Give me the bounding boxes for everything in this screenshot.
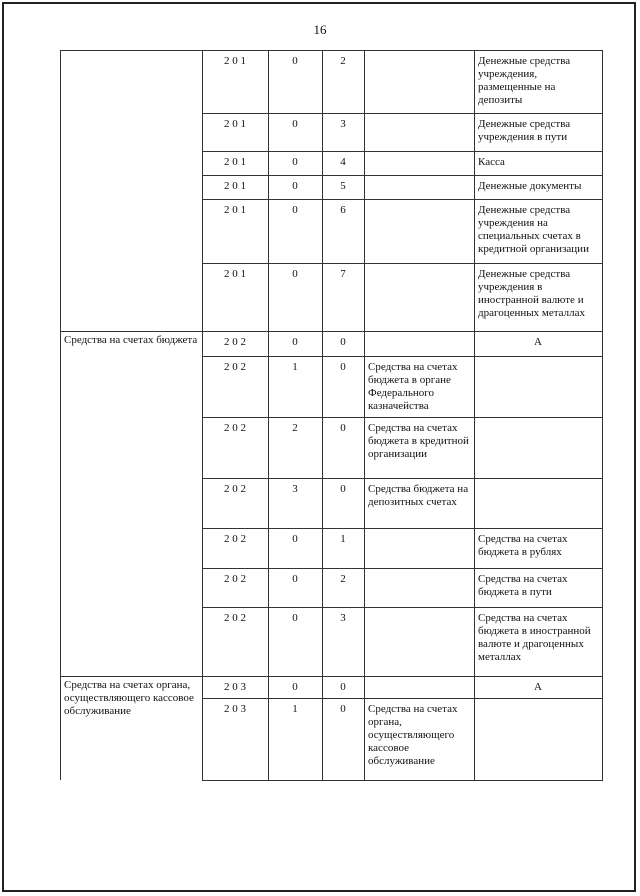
row-line [202, 780, 603, 781]
row-line [202, 417, 603, 418]
group-code: 1 [292, 361, 298, 373]
account-name-col5: Средства бюджета на депозитных счетах [368, 483, 469, 508]
row-line [202, 199, 603, 200]
group-code: 0 [292, 336, 298, 348]
account-code: 2 0 2 [224, 573, 246, 585]
column-line [474, 50, 475, 780]
column-line [602, 50, 603, 780]
item-code: 5 [340, 180, 346, 192]
column-line [60, 50, 61, 780]
account-name-col6: А [534, 336, 542, 348]
row-line [202, 356, 603, 357]
item-code: 0 [340, 703, 346, 715]
item-code: 0 [340, 336, 346, 348]
account-name-col6: Средства на счетах бюджета в иностранной валюте и драгоценных металлах [478, 612, 591, 663]
account-name-col6: Средства на счетах бюджета в пути [478, 573, 568, 598]
account-code: 2 0 1 [224, 156, 246, 168]
item-code: 2 [340, 55, 346, 67]
account-code: 2 0 2 [224, 612, 246, 624]
item-code: 6 [340, 204, 346, 216]
section-name: Средства на счетах органа, осуществляющего кассовое обслуживание [64, 679, 194, 717]
column-line [364, 50, 365, 780]
group-code: 0 [292, 533, 298, 545]
account-code: 2 0 3 [224, 681, 246, 693]
page-number: 16 [313, 22, 327, 37]
account-name-col6: А [534, 681, 542, 693]
item-code: 0 [340, 422, 346, 434]
account-name-col6: Денежные документы [478, 180, 582, 192]
row-line [60, 50, 603, 51]
item-code: 0 [340, 483, 346, 495]
account-name-col6: Касса [478, 156, 505, 168]
account-code: 2 0 2 [224, 361, 246, 373]
item-code: 3 [340, 118, 346, 130]
row-line [202, 478, 603, 479]
section-name: Средства на счетах бюджета [64, 334, 198, 346]
item-code: 2 [340, 573, 346, 585]
account-name-col6: Денежные средства учреждения на специальных счетах в кредитной организации [478, 204, 589, 255]
group-code: 3 [292, 483, 298, 495]
account-code: 2 0 1 [224, 268, 246, 280]
row-line [202, 607, 603, 608]
row-line [202, 175, 603, 176]
row-line [202, 568, 603, 569]
account-code: 2 0 1 [224, 180, 246, 192]
item-code: 4 [340, 156, 346, 168]
item-code: 0 [340, 361, 346, 373]
group-code: 0 [292, 180, 298, 192]
row-line [202, 698, 603, 699]
account-name-col5: Средства на счетах бюджета в органе Федерального казначейства [368, 361, 458, 412]
row-line [202, 113, 603, 114]
account-name-col5: Средства на счетах бюджета в кредитной организации [368, 422, 469, 460]
account-code: 2 0 1 [224, 55, 246, 67]
account-name-col6: Денежные средства учреждения в пути [478, 118, 571, 143]
group-code: 0 [292, 55, 298, 67]
item-code: 0 [340, 681, 346, 693]
row-line [202, 151, 603, 152]
account-code: 2 0 1 [224, 204, 246, 216]
item-code: 7 [340, 268, 346, 280]
row-line [60, 676, 603, 677]
account-name-col6: Средства на счетах бюджета в рублях [478, 533, 568, 558]
group-code: 1 [292, 703, 298, 715]
group-code: 0 [292, 573, 298, 585]
account-code: 2 0 2 [224, 533, 246, 545]
group-code: 0 [292, 156, 298, 168]
group-code: 0 [292, 681, 298, 693]
account-code: 2 0 1 [224, 118, 246, 130]
row-line [202, 528, 603, 529]
group-code: 0 [292, 612, 298, 624]
account-code: 2 0 2 [224, 483, 246, 495]
column-line [202, 50, 203, 780]
column-line [322, 50, 323, 780]
row-line [60, 331, 603, 332]
account-code: 2 0 2 [224, 422, 246, 434]
group-code: 0 [292, 268, 298, 280]
account-name-col6: Денежные средства учреждения, размещенные на депозиты [478, 55, 571, 106]
group-code: 2 [292, 422, 298, 434]
account-name-col6: Денежные средства учреждения в иностранной валюте и драгоценных металлах [478, 268, 586, 319]
column-line [268, 50, 269, 780]
group-code: 0 [292, 204, 298, 216]
item-code: 3 [340, 612, 346, 624]
account-name-col5: Средства на счетах органа, осуществляющего кассовое обслуживание [368, 703, 458, 767]
account-code: 2 0 3 [224, 703, 246, 715]
row-line [202, 263, 603, 264]
account-code: 2 0 2 [224, 336, 246, 348]
item-code: 1 [340, 533, 346, 545]
group-code: 0 [292, 118, 298, 130]
